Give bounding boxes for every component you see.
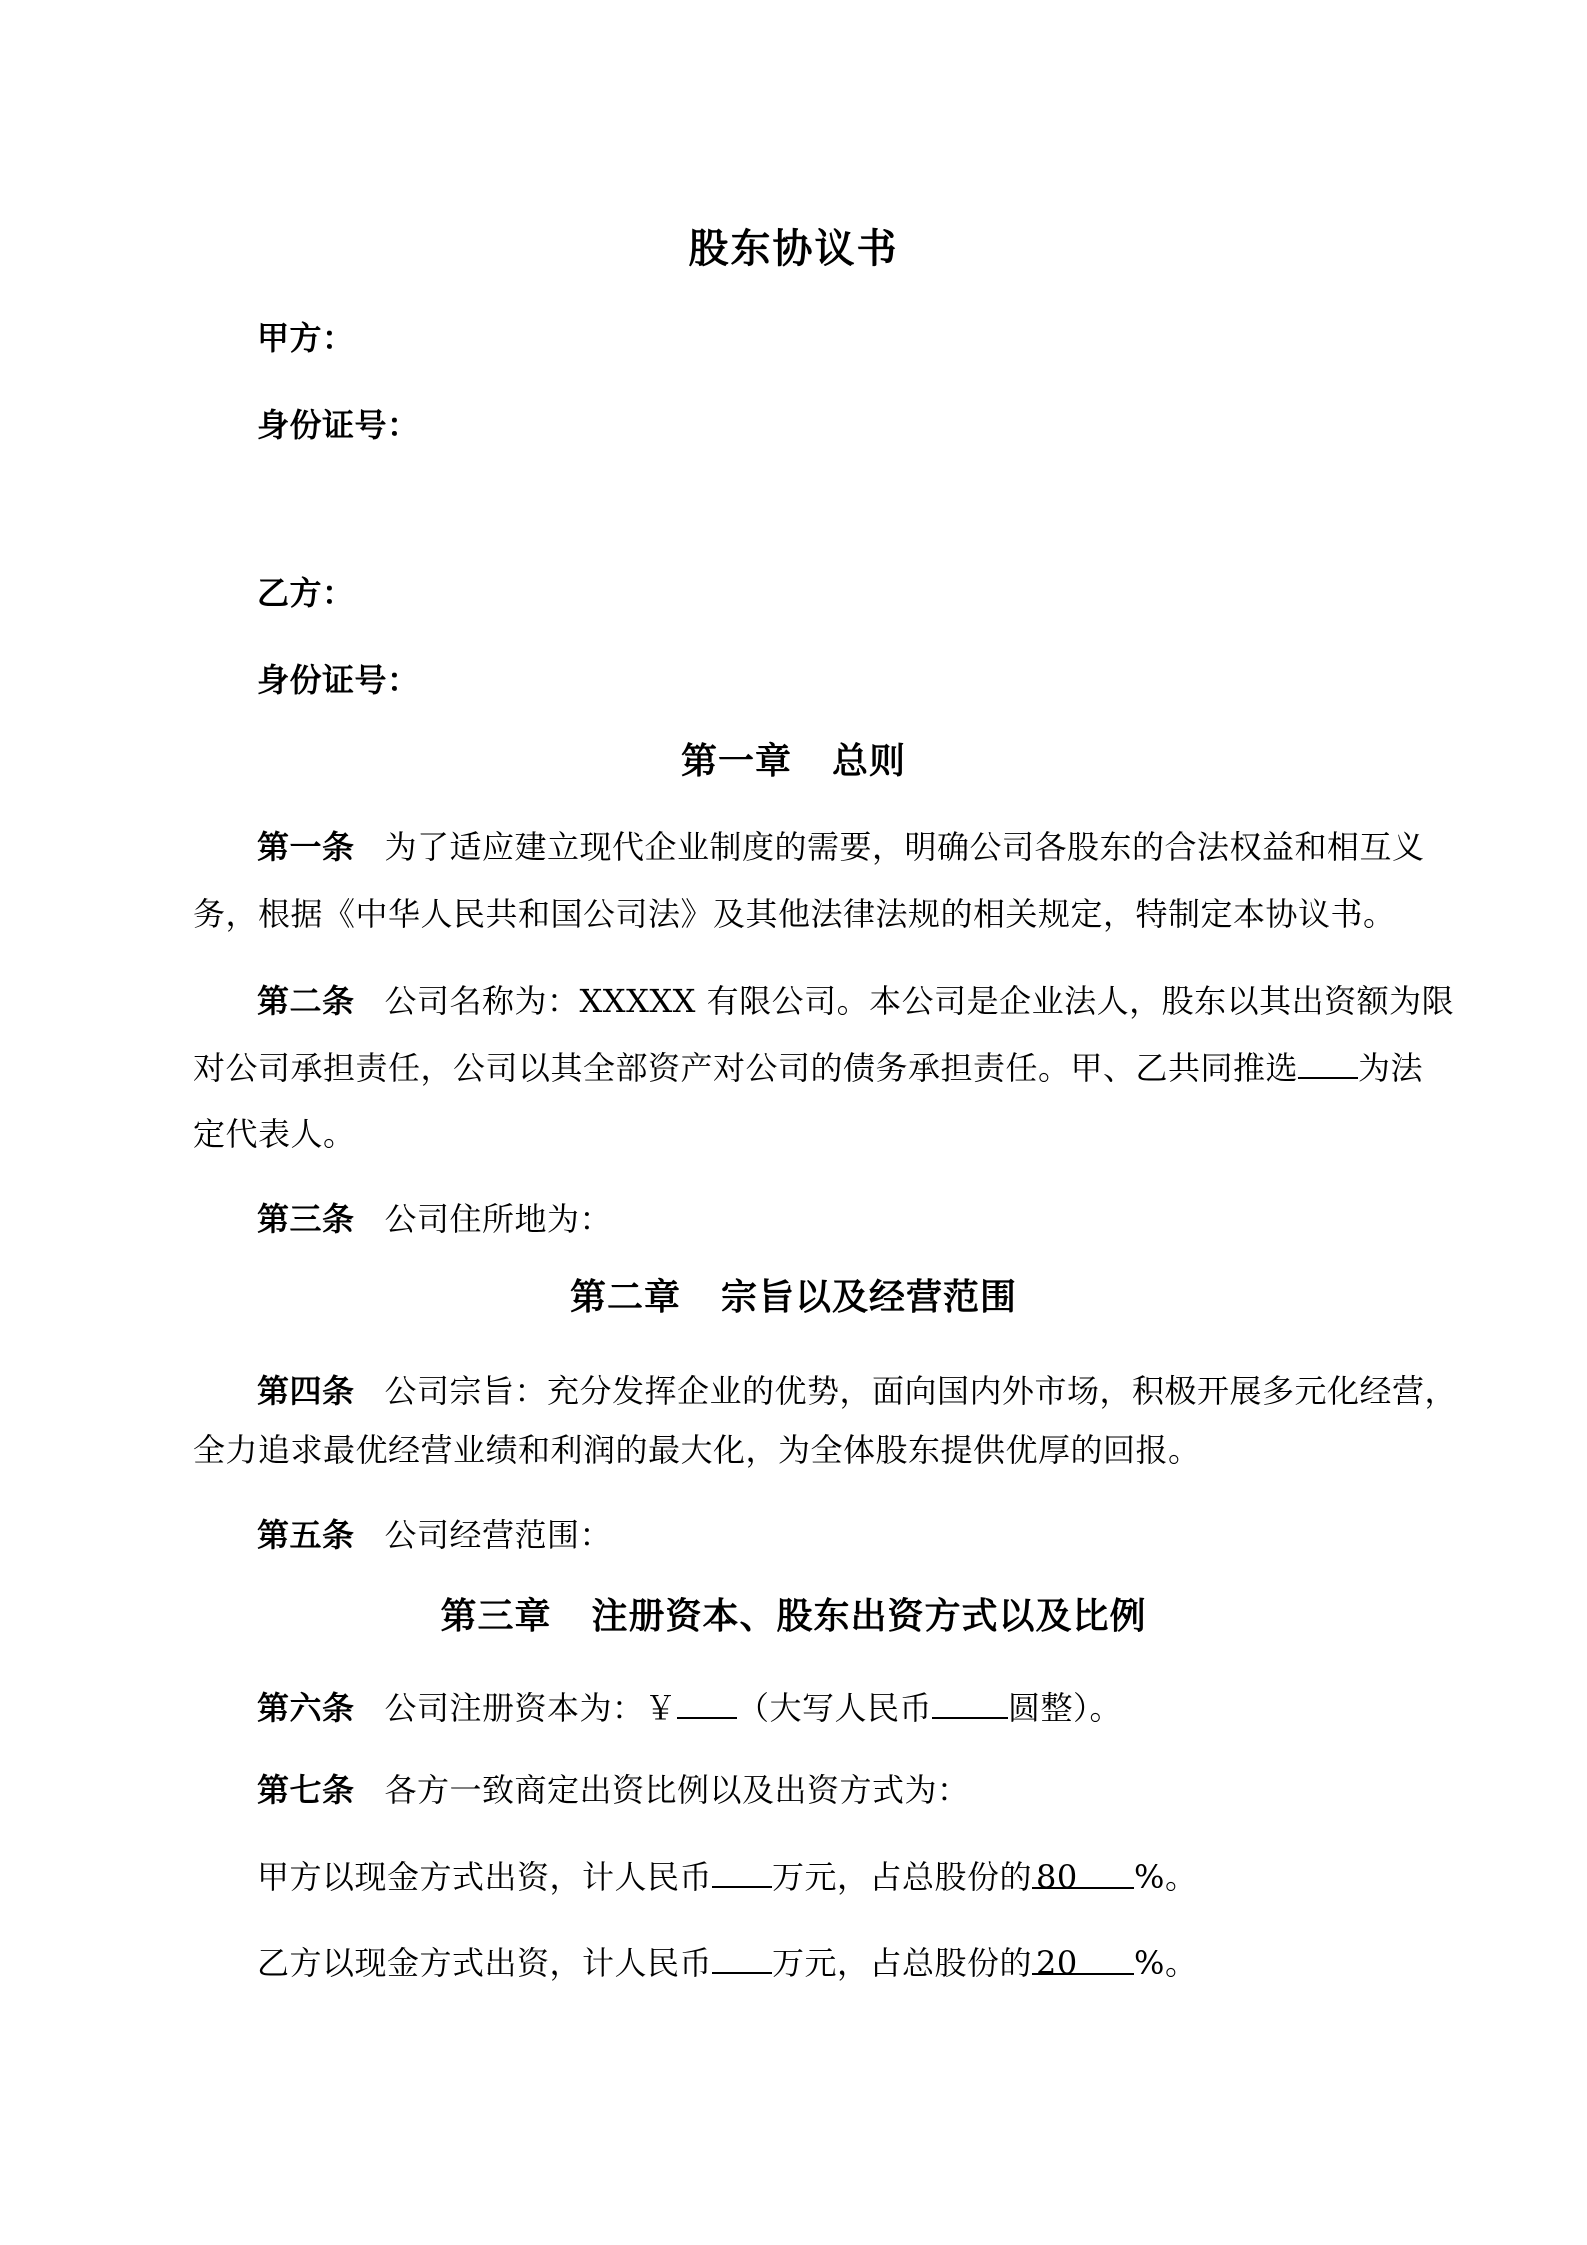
party-b-amount-blank [712, 1940, 772, 1974]
article-5-label: 第五条 [257, 1516, 355, 1554]
article-2-line-3: 定代表人。 [193, 1115, 356, 1153]
party-b-id-label: 身份证号： [257, 661, 420, 699]
article-6-label: 第六条 [257, 1689, 355, 1727]
article-3-label: 第三条 [257, 1200, 355, 1238]
article-6-text-b: （大写人民币 [737, 1689, 933, 1727]
legal-rep-blank [1298, 1045, 1358, 1079]
article-1-text-1: 为了适应建立现代企业制度的需要，明确公司各股东的合法权益和相互义 [384, 828, 1425, 866]
party-a-contribution-text-b: 万元，占总股份的 [772, 1858, 1033, 1896]
party-a-contribution-text-a: 甲方以现金方式出资，计人民币 [257, 1858, 713, 1896]
article-4-label: 第四条 [257, 1372, 355, 1410]
party-a-contribution-text-c: %。 [1134, 1858, 1198, 1896]
chapter-1-title: 总则 [832, 740, 907, 782]
party-b-contribution-text-c: %。 [1134, 1944, 1198, 1982]
article-1-line-1 [257, 825, 1425, 869]
article-6-text-c: 圆整）。 [1008, 1689, 1123, 1727]
registered-capital-words-blank [932, 1685, 1008, 1719]
chapter-1-heading [0, 737, 1587, 785]
party-a-label: 甲方： [257, 319, 355, 357]
party-a-percentage: 80 [1032, 1855, 1134, 1889]
article-2-text-2b: 为法 [1358, 1049, 1424, 1087]
article-2-line-1 [257, 979, 1454, 1023]
article-4-line-2: 全力追求最优经营业绩和利润的最大化，为全体股东提供优厚的回报。 [193, 1431, 1201, 1469]
chapter-3-title: 注册资本、股东出资方式以及比例 [591, 1595, 1147, 1637]
chapter-2-number: 第二章 [569, 1276, 681, 1318]
article-3-line [257, 1197, 612, 1241]
article-2-text-1: 公司名称为：XXXXX 有限公司。本公司是企业法人，股东以其出资额为限 [384, 982, 1455, 1020]
document-title: 股东协议书 [688, 225, 899, 272]
article-3-text: 公司住所地为： [384, 1200, 613, 1238]
chapter-2-title: 宗旨以及经营范围 [721, 1276, 1018, 1318]
party-b-label: 乙方： [257, 574, 355, 612]
party-b-percentage: 20 [1032, 1941, 1134, 1975]
article-1-line-2: 务，根据《中华人民共和国公司法》及其他法律法规的相关规定，特制定本协议书。 [193, 895, 1396, 933]
registered-capital-amount-blank [677, 1685, 737, 1719]
party-a-id-label: 身份证号： [257, 406, 420, 444]
party-b-contribution-line [257, 1940, 1197, 1985]
article-2-text-2a: 对公司承担责任，公司以其全部资产对公司的债务承担责任。甲、乙共同推选 [193, 1049, 1299, 1087]
article-5-line [257, 1513, 612, 1557]
chapter-1-number: 第一章 [680, 740, 792, 782]
article-5-text: 公司经营范围： [384, 1516, 613, 1554]
article-6-text-a: 公司注册资本为：￥ [384, 1689, 678, 1727]
article-2-label: 第二条 [257, 982, 355, 1020]
article-4-text-1: 公司宗旨：充分发挥企业的优势，面向国内外市场，积极开展多元化经营， [384, 1372, 1458, 1410]
article-1-label: 第一条 [257, 828, 355, 866]
article-4-line-1 [257, 1369, 1457, 1413]
article-2-line-2 [193, 1045, 1423, 1090]
chapter-3-number: 第三章 [440, 1595, 552, 1637]
article-7-text: 各方一致商定出资比例以及出资方式为： [384, 1771, 970, 1809]
party-b-contribution-text-b: 万元，占总股份的 [772, 1944, 1033, 1982]
article-7-line [257, 1768, 970, 1812]
article-7-label: 第七条 [257, 1771, 355, 1809]
chapter-2-heading [0, 1273, 1587, 1321]
party-a-amount-blank [712, 1854, 772, 1888]
party-a-contribution-line [257, 1854, 1197, 1899]
article-6-line [257, 1685, 1122, 1730]
chapter-3-heading [0, 1592, 1587, 1640]
party-b-contribution-text-a: 乙方以现金方式出资，计人民币 [257, 1944, 713, 1982]
